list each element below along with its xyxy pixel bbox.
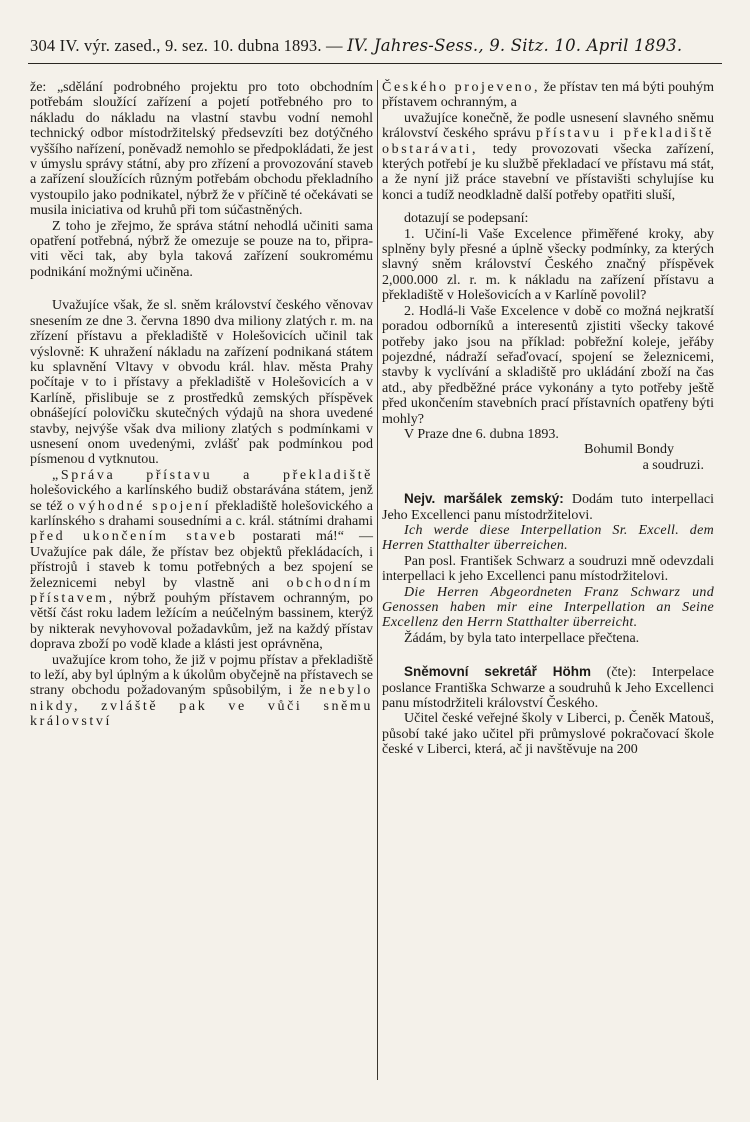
- speaker-1-paragraph: Nejv. maršálek zemský: Dodám tuto interpellaci Jeho Excellenci panu místodržitelovi.: [382, 491, 714, 523]
- spacer: [30, 280, 373, 298]
- right-paragraph-request: Žádám, by byla tato interpellace přečtena.: [404, 630, 640, 646]
- left-column: [30, 80, 373, 730]
- left-paragraph-1: že: „sdělání podrobného projektu pro toto obchodním potřebám sloužící zařízení a pojetí potřebného pro to nákladu do nákladu na vlastní stavbu vodní nemohl technický odbor místodržitelský předsevzíti bez dotýčného vyššího nařízení, poněvadž nemohlo se předpokládati, že jest v úmyslu správy státní, aby pro zřízení a provozování staveb a zařízení sloužících různým potřebám obchodu překladního vystoupilo jako podnikatel, nýbrž že v příčině té očekávati se musila iniciativa od kruhů při tom súčastněných.: [30, 80, 373, 219]
- speaker-name: Sněmovní sekretář Höhm: [404, 664, 592, 680]
- german-paragraph-2: Die Herren Abgeordneten Franz Schwarz und Genossen haben mir eine Interpellation an Seine Excellenz den Herrn Statthalter überreicht.: [382, 584, 714, 631]
- right-paragraph-3: dotazují se podepsaní:: [404, 211, 529, 227]
- signature-co-signers: a soudruzi.: [642, 457, 704, 473]
- page-header: [30, 36, 720, 56]
- speaker-name: Nejv. maršálek zemský:: [404, 491, 564, 507]
- left-paragraph-2: Z toho je zřejmo, že správa státní nehodlá učiniti sama opatření potřebná, nýbrž že omezuje se pouze na to, připraviti věci tak, aby byla taková zařízení soukromému podnikání možnými učiněna.: [30, 218, 373, 280]
- question-1: 1. Učiní-li Vaše Excelence přiměřené kroky, aby splněny byly přesné a úplně všecky podmínky, za kterých slavný sněm království Českého značný příspěvek 2,000.000 zl. r. m. k nákladu na zařízení přístavu a překladiště v Holešovicích a v Karlíně povolil?: [382, 226, 714, 304]
- date-line: V Praze dne 6. dubna 1893.: [404, 426, 559, 442]
- speaker-2-paragraph: Sněmovní sekretář Höhm (čte): Interpelace poslance Františka Schwarze a soudruhů k Jeho Excellenci panu místodržiteli království Českého.: [382, 664, 714, 712]
- spacer: [382, 646, 714, 664]
- header-czech: 304 IV. výr. zased., 9. sez. 10. dubna 1893. —: [30, 36, 343, 55]
- header-rule: [28, 63, 722, 64]
- spacer: [382, 473, 714, 491]
- right-paragraph-schwarz: Pan posl. František Schwarz a soudruzi mně odevzdali interpellaci k jeho Excellenci panu místodržitelovi.: [382, 553, 714, 585]
- left-paragraph-3: Uvažujíce však, že sl. sněm království českého věnovav snesením ze dne 3. června 1890 dva miliony zlatých r. m. na zřízení přístavu a překladiště v Holešovicích učinil tak výslovně: K uhražení nákladu na zařízení podnikaná státem ku splavnění Vltavy v obvodu král. hlav. města Prahy počítaje v to i přístavy a překladiště v Holešovicích a v Karlíně, přislibuje se z prostředků zemských příspěvek obnášející polovičku skutečných výdajů na shora uvedené stavby, nejvýše však dva miliony zlatých s podmínkami v usnesení onom uvedenými, zvlášť pak podmínkou pod písmenou d vytknutou.: [30, 298, 373, 468]
- right-paragraph-1: Českého projeveno, že přístav ten má býti pouhým přístavem ochranným, a: [382, 80, 714, 111]
- question-2: 2. Hodlá-li Vaše Excelence v době co možná nejkratší poradou odborníků a interesentů zjistiti všecky takové potřeby jako jsou na příklad: pobřežní koleje, jeřáby pojezdné, nádraží seřaďovací, spojení se železnicemi, stavby k vyclívání a skladiště pro ukládání zboží na čas atd., aby předběžné práce vykonány a tyto potřeby ještě před ukončením stavebních prací přístavních opatřeny býti mohly?: [382, 303, 714, 427]
- right-paragraph-last: Učitel české veřejné školy v Liberci, p. Čeněk Matouš, působí také jako učitel při průmyslové pokračovací škole české v Liberci, která, ač ji navštěvuje na 200: [382, 711, 714, 758]
- header-german: IV. Jahres-Sess., 9. Sitz. 10. April 1893.: [347, 36, 683, 55]
- left-paragraph-5: uvažujíce krom toho, že již v pojmu přístav a překladiště to leží, aby byl úplným a k úkolům obyčejně na přístavech se strany obchodu požadovaným spůsobilým, i že nebylo nikdy, zvláště pak ve vůči sněmu království: [30, 652, 374, 730]
- german-paragraph-1: Ich werde diese Interpellation Sr. Excell. dem Herren Statthalter überreichen.: [382, 522, 714, 554]
- right-paragraph-2: uvažujíce konečně, že podle usnesení slavného sněmu království českého správu přístavu i překladiště obstarávati, tedy provozovati všecka zařízení, kterých potřebí je ku službě překladací ve přístavu má stát, a že nyní již práce stavební ve přístavišti schylujíse ku konci a tudíž neodkladně další potřeby opatřiti sluší,: [382, 110, 715, 203]
- signature-name: Bohumil Bondy: [584, 442, 674, 458]
- right-column: [382, 80, 714, 758]
- left-paragraph-4: „Správa přístavu a překladiště holešovického a karlínského budiž obstarávána státem, jenž se též o výhodné spojení překladiště holešovického a karlínského s drahami sousedními a c. král. státními drahami před ukončením staveb postarati má!“ — Uvažujíce pak dále, že přístav bez objektů překládacích, i přístrojů i staveb k tomu potřebných a bez spojení se železnicemi nebyl by vlastně ani obchodním přístavem, nýbrž pouhým přístavem ochranným, po větší část roku ladem ležícím a neúčelným bassinem, kterýž by nikterak nevyhovoval požadavkům, jež na každý přístav doprava zboží po vodě klade a klásti jest oprávněna,: [30, 467, 374, 653]
- column-divider: [377, 80, 378, 1080]
- spacer: [382, 203, 714, 211]
